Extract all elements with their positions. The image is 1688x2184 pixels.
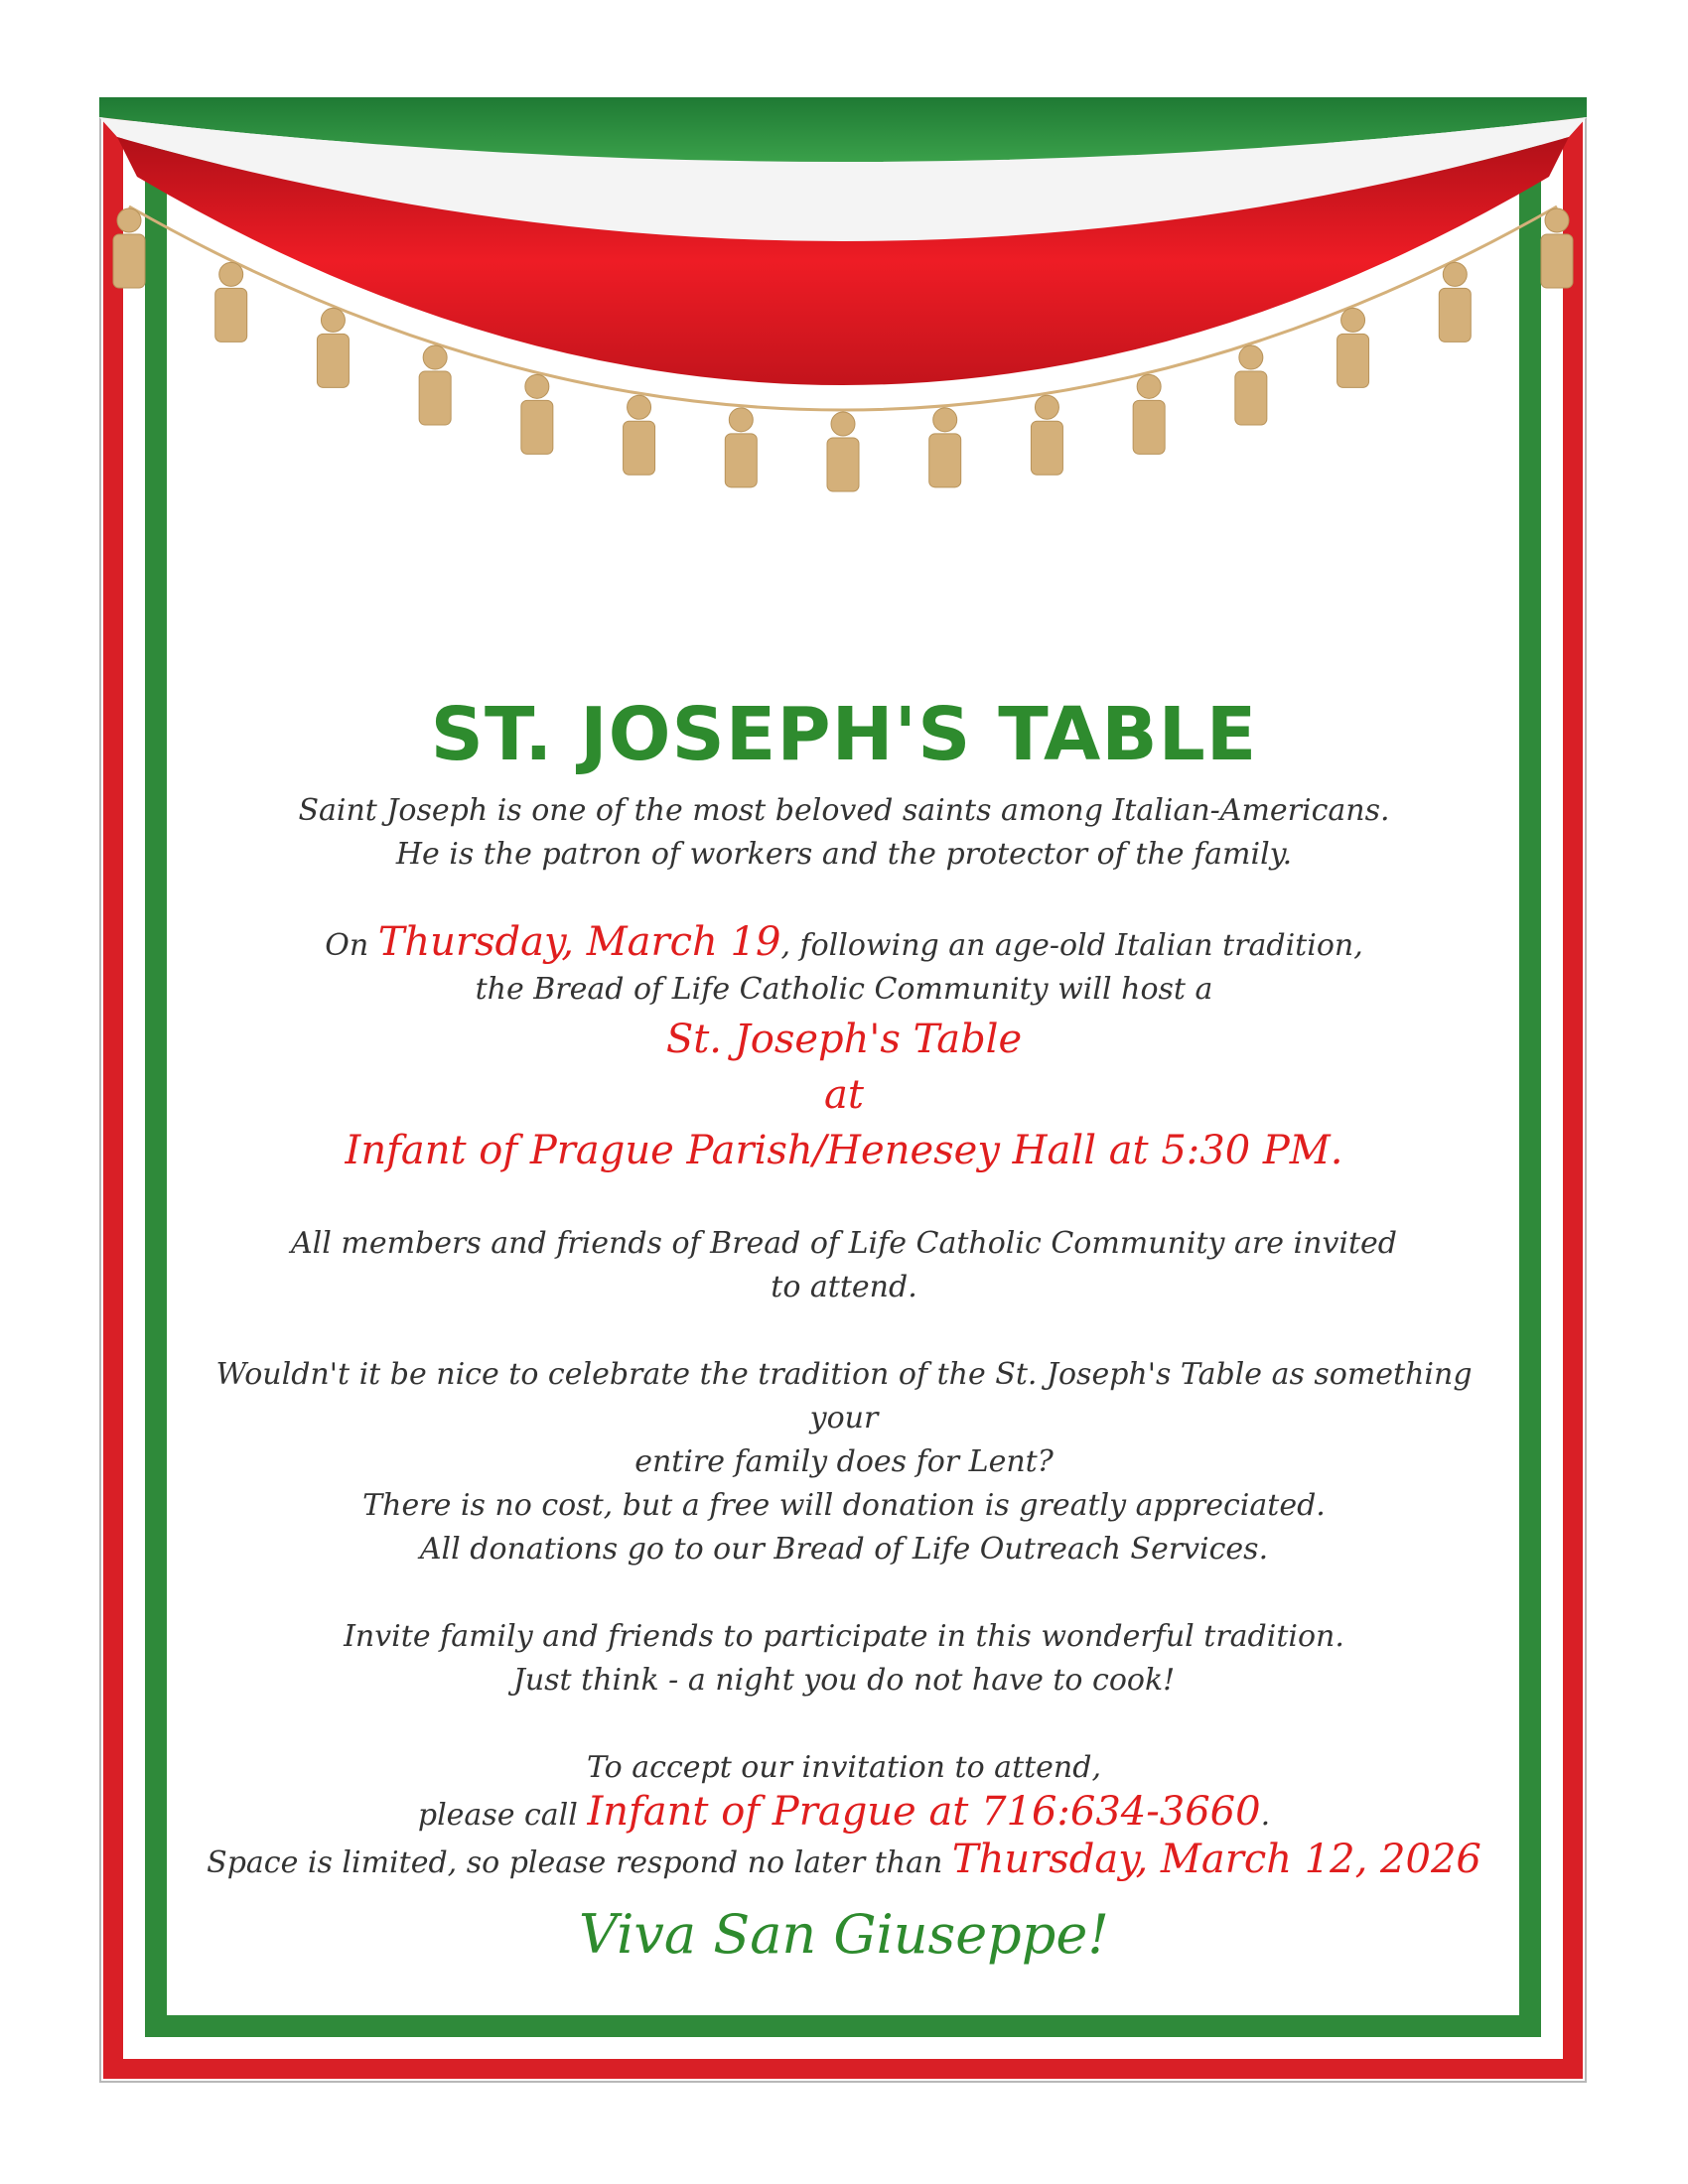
tassel-icon bbox=[113, 208, 145, 288]
lent-line-2: entire family does for Lent? bbox=[634, 1444, 1054, 1480]
page-title: ST. JOSEPH'S TABLE bbox=[430, 692, 1258, 777]
tassel-icon bbox=[317, 308, 349, 387]
tassel-icon bbox=[1031, 395, 1062, 475]
event-date: Thursday, March 19 bbox=[377, 919, 781, 966]
lent-line-1: Wouldn't it be nice to celebrate the tradition of the St. Joseph's Table as something your bbox=[215, 1357, 1473, 1436]
lent-line-3: There is no cost, but a free will donation is greatly appreciated. bbox=[362, 1488, 1326, 1524]
event-line-1 bbox=[199, 920, 1489, 968]
tricolor-bunting-decoration bbox=[99, 97, 1587, 693]
rsvp-line-2 bbox=[199, 1790, 1489, 1838]
tassel-icon bbox=[1439, 262, 1471, 341]
family-line-2: Just think - a night you do not have to cook! bbox=[512, 1663, 1176, 1699]
event-name: St. Joseph's Table bbox=[665, 1017, 1023, 1063]
tassel-icon bbox=[1133, 374, 1165, 454]
tassel-icon bbox=[624, 395, 655, 475]
intro-line-2: He is the patron of workers and the protector of the family. bbox=[395, 837, 1293, 873]
event-rest: , following an age-old Italian tradition, bbox=[780, 928, 1363, 964]
rsvp-phone: Infant of Prague at 716:634-3660 bbox=[587, 1789, 1261, 1836]
family-line-1: Invite family and friends to participate in this wonderful tradition. bbox=[344, 1619, 1344, 1655]
tassel-icon bbox=[827, 412, 859, 491]
tassel-icon bbox=[419, 345, 451, 425]
tassel-icon bbox=[521, 374, 553, 454]
lent-line-4: All donations go to our Bread of Life Outreach Services. bbox=[419, 1532, 1269, 1568]
tassel-icon bbox=[929, 408, 961, 487]
tassel-icon bbox=[725, 408, 757, 487]
rsvp-deadline: Thursday, March 12, 2026 bbox=[951, 1837, 1481, 1883]
rsvp-line-1: To accept our invitation to attend, bbox=[586, 1750, 1101, 1786]
rsvp-deadline-prefix: Space is limited, so please respond no later than bbox=[207, 1845, 943, 1881]
rsvp-line-3 bbox=[199, 1838, 1489, 1885]
event-location: Infant of Prague Parish/Henesey Hall at 5:30 PM. bbox=[345, 1128, 1343, 1174]
invite-line-2: to attend. bbox=[771, 1270, 917, 1305]
tassel-icon bbox=[1541, 208, 1573, 288]
invite-line-1: All members and friends of Bread of Life Catholic Community are invited bbox=[290, 1226, 1398, 1262]
tassel-icon bbox=[1235, 345, 1267, 425]
tassel-icon bbox=[215, 262, 247, 341]
event-line-2: the Bread of Life Catholic Community will host a bbox=[475, 972, 1213, 1008]
event-at: at bbox=[824, 1072, 864, 1119]
tassel-icon bbox=[1337, 308, 1369, 387]
rsvp-call-prefix: please call bbox=[417, 1798, 578, 1834]
closing-text: Viva San Giuseppe! bbox=[579, 1903, 1109, 1967]
intro-line-1: Saint Joseph is one of the most beloved saints among Italian-Americans. bbox=[298, 793, 1390, 829]
event-on: On bbox=[325, 928, 369, 964]
flyer-content bbox=[199, 692, 1489, 1967]
rsvp-period: . bbox=[1260, 1798, 1271, 1834]
